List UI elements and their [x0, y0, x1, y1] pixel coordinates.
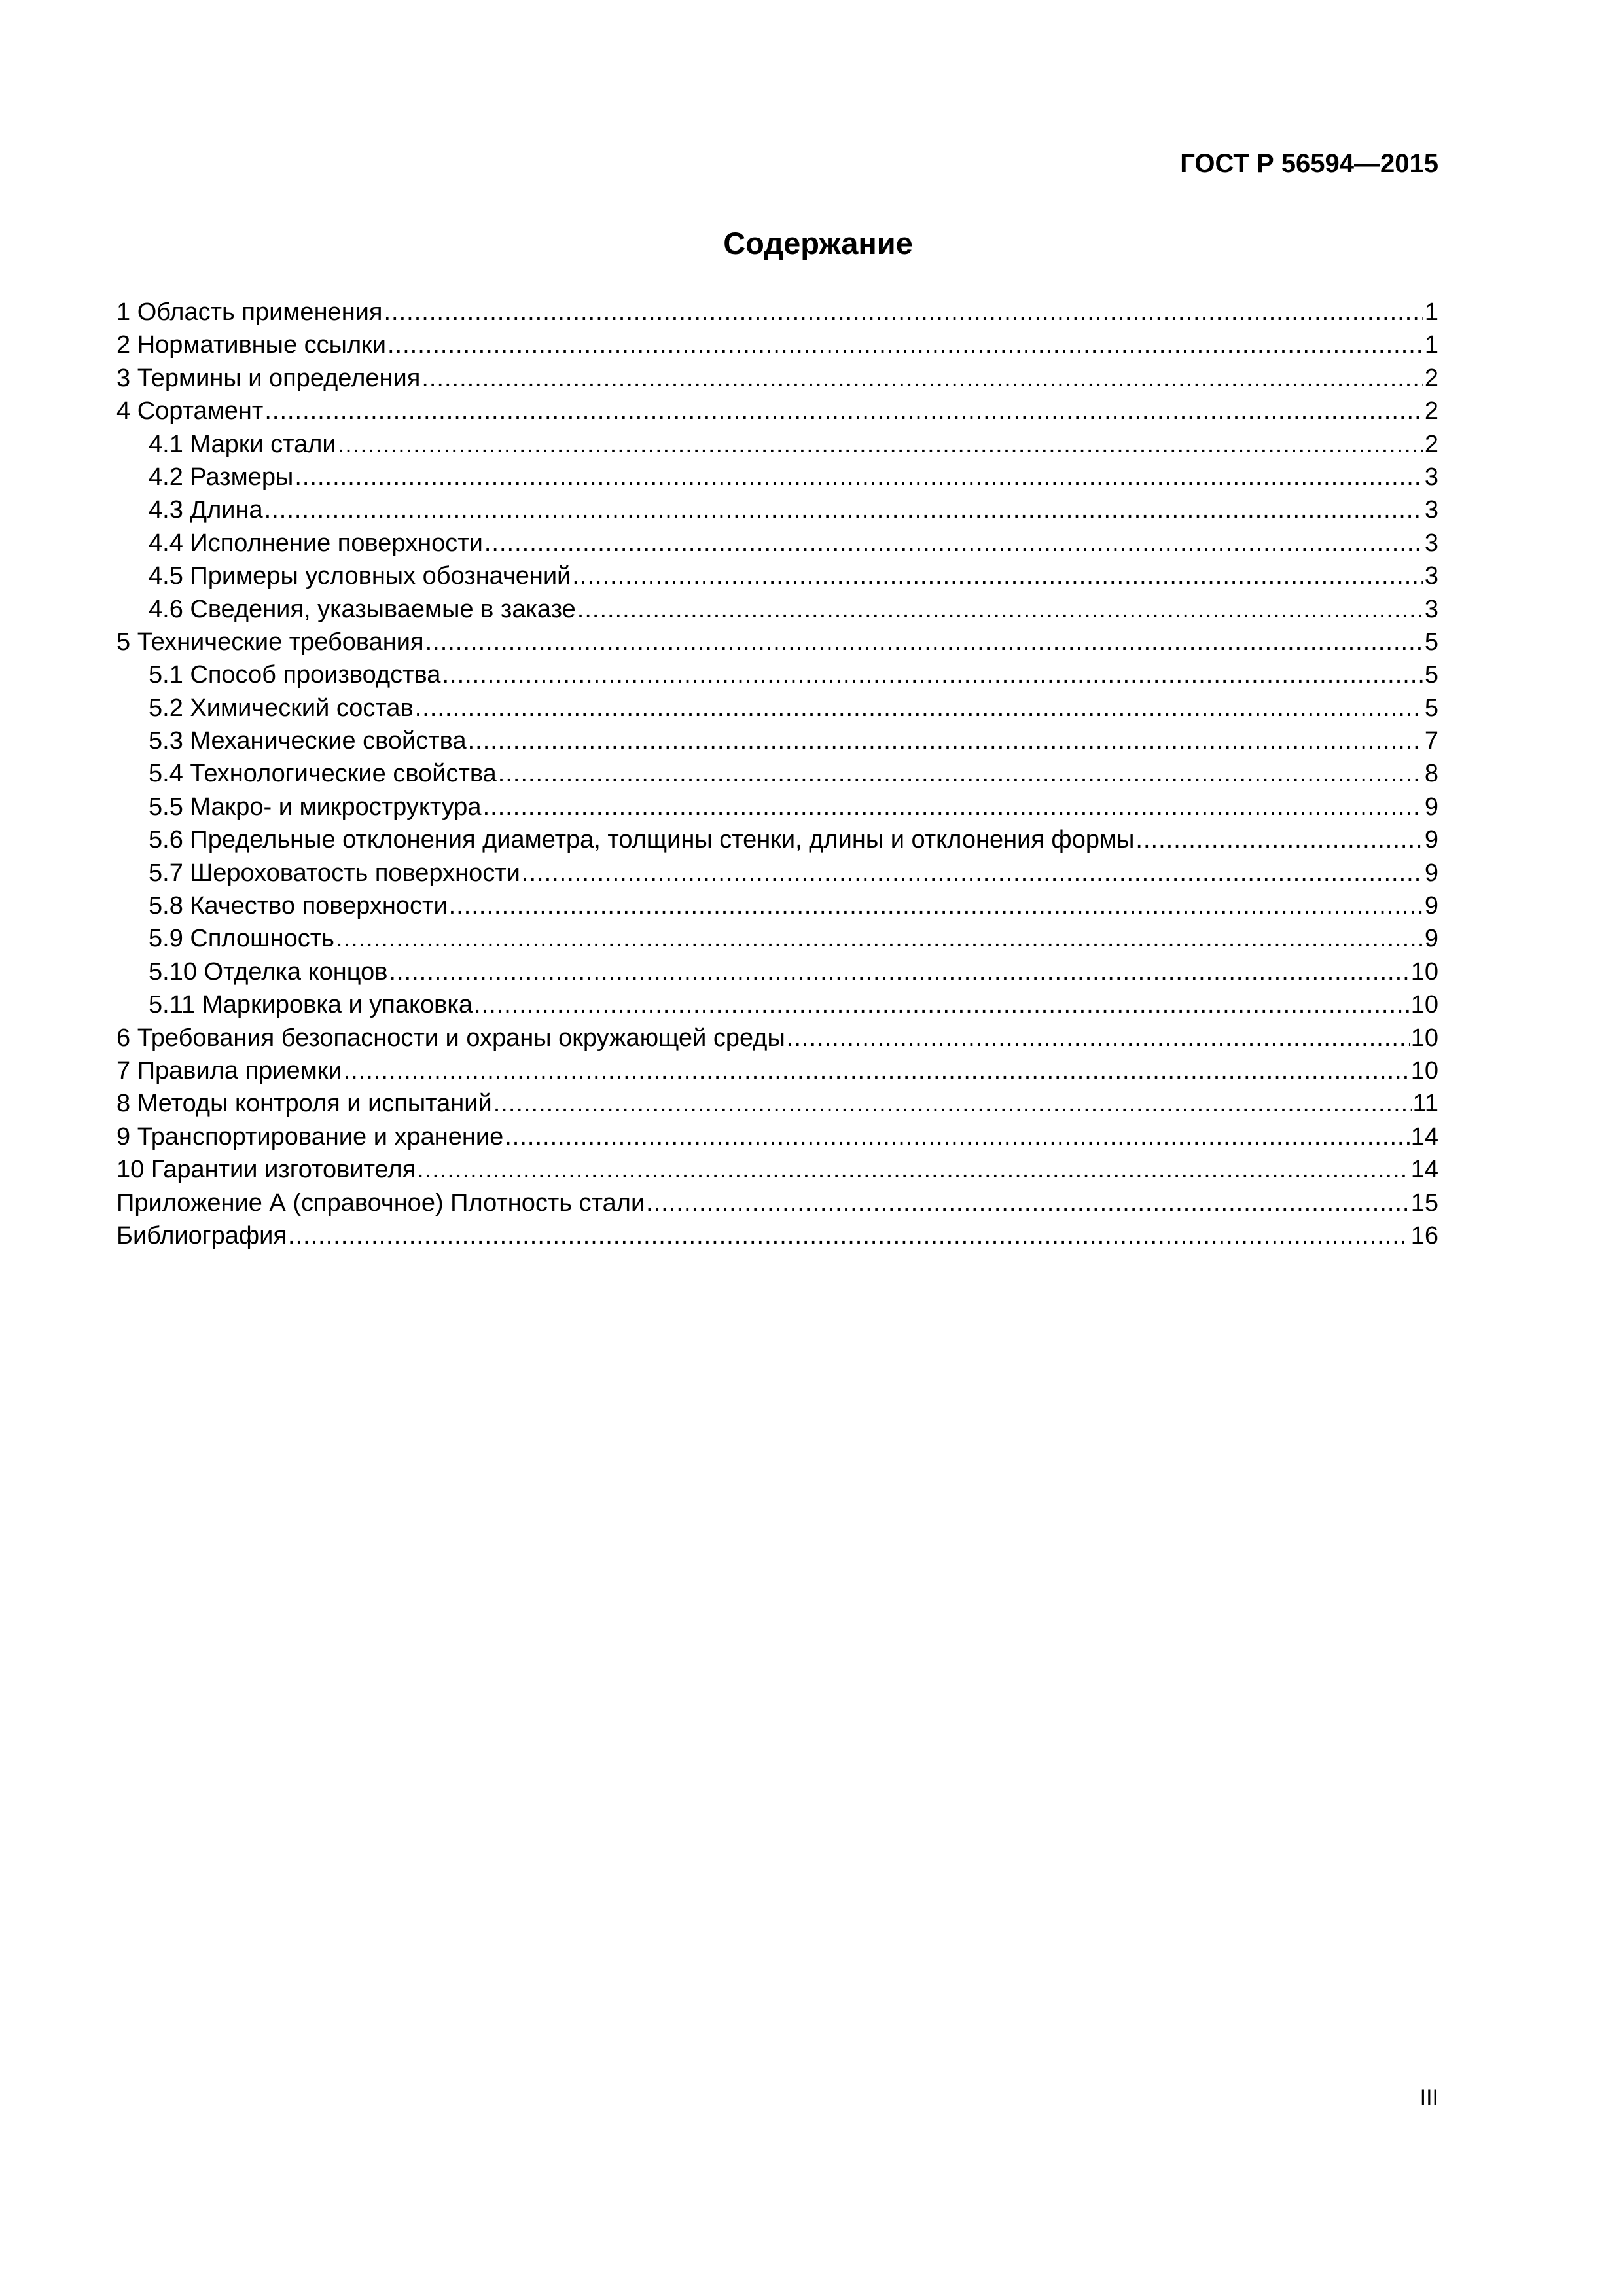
toc-dot-leader [425, 626, 1423, 658]
toc-entry[interactable] [116, 362, 1438, 395]
toc-entry[interactable] [116, 823, 1438, 856]
toc-dot-leader [336, 922, 1423, 955]
toc-entry[interactable] [116, 329, 1438, 361]
toc-entry-page: 9 [1424, 892, 1438, 920]
toc-dot-leader [787, 1022, 1410, 1054]
toc-entry[interactable] [116, 1054, 1438, 1087]
toc-entry[interactable] [116, 725, 1438, 757]
toc-entry-label: 9 Транспортирование и хранение [116, 1122, 504, 1151]
toc-dot-leader [577, 593, 1423, 626]
toc-entry-page: 9 [1424, 925, 1438, 953]
toc-entry-label: 5.10 Отделка концов [149, 958, 388, 986]
toc-dot-leader [484, 527, 1423, 560]
toc-dot-leader [1135, 823, 1423, 856]
toc-dot-leader [522, 857, 1423, 889]
toc-entry-label: 5.3 Механические свойства [149, 727, 467, 755]
toc-entry-label: 4.6 Сведения, указываемые в заказе [149, 595, 576, 623]
toc-entry-label: 8 Методы контроля и испытаний [116, 1090, 492, 1118]
toc-dot-leader [646, 1187, 1410, 1219]
toc-dot-leader [294, 461, 1423, 493]
toc-entry-page: 2 [1424, 397, 1438, 425]
toc-entry-label: 5.11 Маркировка и упаковка [149, 991, 473, 1019]
toc-dot-leader [264, 395, 1423, 427]
toc-entry[interactable] [116, 988, 1438, 1021]
toc-entry-label: 10 Гарантии изготовителя [116, 1156, 416, 1184]
toc-entry-label: 5.7 Шероховатость поверхности [149, 859, 520, 887]
toc-entry[interactable] [116, 791, 1438, 823]
toc-entry-label: Приложение А (справочное) Плотность стали [116, 1189, 645, 1217]
toc-entry-label: 5.9 Сплошность [149, 925, 334, 953]
toc-entry-page: 1 [1424, 331, 1438, 359]
toc-entry-label: 5.4 Технологические свойства [149, 760, 497, 788]
toc-entry[interactable] [116, 1153, 1438, 1186]
toc-dot-leader [421, 362, 1423, 395]
toc-entry-page: 9 [1424, 826, 1438, 854]
toc-entry[interactable] [116, 857, 1438, 889]
toc-entry-page: 16 [1410, 1221, 1438, 1249]
toc-entry-page: 5 [1424, 628, 1438, 656]
toc-entry[interactable] [116, 956, 1438, 988]
toc-entry-page: 1 [1424, 298, 1438, 326]
toc-dot-leader [387, 329, 1423, 361]
toc-entry-label: 5.2 Химический состав [149, 694, 414, 722]
toc-entry-page: 2 [1424, 364, 1438, 392]
toc-entry-page: 10 [1410, 1024, 1438, 1052]
toc-entry-page: 5 [1424, 661, 1438, 689]
toc-entry-label: 1 Область применения [116, 298, 383, 326]
toc-title: Содержание [723, 226, 913, 260]
toc-entry[interactable] [116, 692, 1438, 725]
toc-entry-page: 8 [1424, 760, 1438, 788]
toc-entry-label: 5 Технические требования [116, 628, 424, 656]
document-code: ГОСТ Р 56594—2015 [1180, 149, 1438, 178]
toc-entry-page: 5 [1424, 694, 1438, 722]
toc-entry-label: 3 Термины и определения [116, 364, 421, 392]
toc-dot-leader [417, 1153, 1410, 1186]
toc-entry-page: 14 [1410, 1156, 1438, 1184]
toc-entry-label: 5.1 Способ производства [149, 661, 441, 689]
toc-entry-label: 7 Правила приемки [116, 1056, 342, 1085]
toc-dot-leader [572, 560, 1423, 592]
toc-dot-leader [468, 725, 1423, 757]
toc-entry[interactable] [116, 1121, 1438, 1153]
toc-entry-label: 4.3 Длина [149, 496, 263, 524]
toc-entry[interactable] [116, 493, 1438, 526]
toc-dot-leader [383, 296, 1423, 329]
toc-entry-page: 14 [1410, 1122, 1438, 1151]
page-number: III [1419, 2085, 1438, 2110]
toc-entry-page: 3 [1424, 562, 1438, 590]
toc-entry-page: 7 [1424, 727, 1438, 755]
toc-entry[interactable] [116, 626, 1438, 658]
toc-dot-leader [288, 1219, 1410, 1252]
toc-entry-page: 9 [1424, 793, 1438, 821]
toc-entry[interactable] [116, 757, 1438, 790]
table-of-contents [116, 296, 1438, 1252]
toc-dot-leader [264, 493, 1423, 526]
toc-dot-leader [483, 791, 1423, 823]
toc-entry[interactable] [116, 560, 1438, 592]
toc-entry-label: 4.1 Марки стали [149, 430, 336, 458]
toc-entry-page: 2 [1424, 430, 1438, 458]
toc-dot-leader [338, 428, 1423, 461]
toc-entry[interactable] [116, 527, 1438, 560]
toc-entry-page: 15 [1410, 1189, 1438, 1217]
toc-entry-page: 9 [1424, 859, 1438, 887]
toc-entry-page: 3 [1424, 595, 1438, 623]
toc-entry[interactable] [116, 1187, 1438, 1219]
toc-entry[interactable] [116, 922, 1438, 955]
toc-entry-page: 3 [1424, 496, 1438, 524]
toc-entry-label: 5.8 Качество поверхности [149, 892, 448, 920]
toc-entry[interactable] [116, 395, 1438, 427]
toc-dot-leader [415, 692, 1423, 725]
toc-dot-leader [344, 1054, 1410, 1087]
toc-entry-label: 2 Нормативные ссылки [116, 331, 386, 359]
toc-entry-page: 3 [1424, 529, 1438, 557]
toc-entry-label: 5.6 Предельные отклонения диаметра, толщины стенки, длины и отклонения формы [149, 826, 1135, 854]
toc-entry[interactable] [116, 1087, 1438, 1120]
toc-entry[interactable] [116, 461, 1438, 493]
toc-entry-label: 4.2 Размеры [149, 463, 294, 491]
toc-entry-label: 4.4 Исполнение поверхности [149, 529, 483, 557]
toc-entry[interactable] [116, 296, 1438, 329]
toc-entry[interactable] [116, 593, 1438, 626]
toc-entry-label: 4 Сортамент [116, 397, 264, 425]
toc-entry[interactable] [116, 428, 1438, 461]
toc-entry-label: 5.5 Макро- и микроструктура [149, 793, 482, 821]
toc-entry-page: 3 [1424, 463, 1438, 491]
toc-entry-page: 10 [1410, 991, 1438, 1019]
toc-dot-leader [474, 988, 1410, 1021]
toc-dot-leader [505, 1121, 1409, 1153]
toc-entry-label: 4.5 Примеры условных обозначений [149, 562, 571, 590]
toc-entry[interactable] [116, 658, 1438, 691]
toc-entry[interactable] [116, 889, 1438, 922]
toc-entry-label: 6 Требования безопасности и охраны окружающей среды [116, 1024, 785, 1052]
toc-dot-leader [493, 1087, 1412, 1120]
toc-entry-page: 11 [1412, 1090, 1438, 1118]
toc-dot-leader [449, 889, 1423, 922]
toc-entry-page: 10 [1410, 1056, 1438, 1085]
toc-dot-leader [442, 658, 1423, 691]
toc-dot-leader [389, 956, 1409, 988]
toc-entry[interactable] [116, 1022, 1438, 1054]
toc-entry[interactable] [116, 1219, 1438, 1252]
toc-dot-leader [498, 757, 1423, 790]
toc-entry-label: Библиография [116, 1221, 287, 1249]
toc-entry-page: 10 [1410, 958, 1438, 986]
